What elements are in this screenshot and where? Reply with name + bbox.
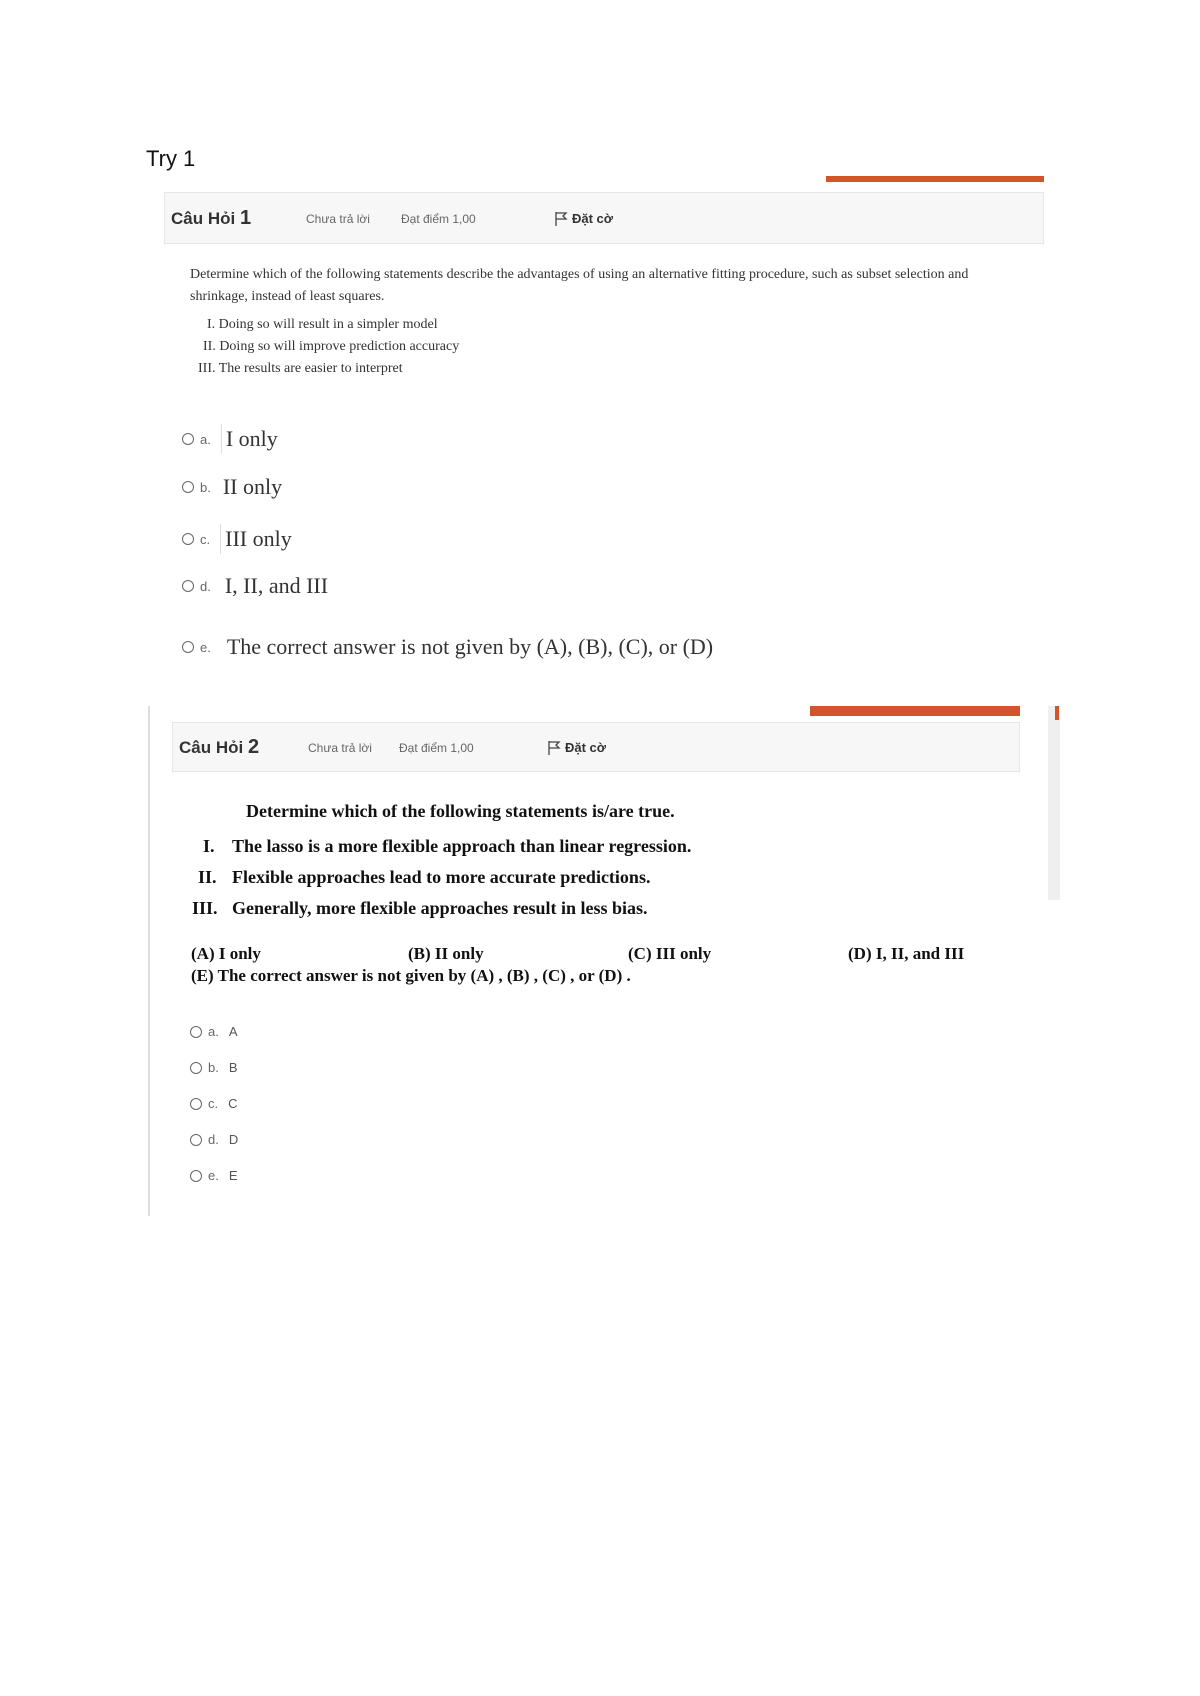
radio-button[interactable] <box>182 580 194 592</box>
q2-title <box>179 736 259 759</box>
q2-option-a[interactable] <box>190 1024 238 1039</box>
option-text: I, II, and III <box>224 573 329 598</box>
flag-icon <box>547 740 561 756</box>
option-text: B <box>228 1060 238 1075</box>
radio-button[interactable] <box>190 1098 202 1110</box>
radio-button[interactable] <box>190 1026 202 1038</box>
option-letter: b. <box>208 1060 219 1075</box>
q2-flag-label: Đặt cờ <box>565 740 607 755</box>
option-letter: e. <box>208 1168 219 1183</box>
q1-option-e[interactable] <box>182 634 713 660</box>
option-letter: b. <box>200 479 211 495</box>
q2-statement-text: Flexible approaches lead to more accurate predictions. <box>232 867 651 887</box>
q2-points: Đạt điểm 1,00 <box>399 741 474 755</box>
q1-flag-label: Đặt cờ <box>572 211 614 226</box>
q2-option-b[interactable] <box>190 1060 238 1075</box>
option-letter: c. <box>208 1096 219 1111</box>
q2-choice-c: (C) III only <box>628 944 712 963</box>
option-letter: e. <box>200 639 211 655</box>
q2-option-e[interactable] <box>190 1168 238 1183</box>
q2-statement-numeral: I. <box>203 836 215 856</box>
q2-accent-marker <box>1055 706 1059 720</box>
q1-status: Chưa trả lời <box>306 212 370 226</box>
q2-statement-numeral: III. <box>192 898 218 918</box>
option-letter: d. <box>208 1132 219 1147</box>
q2-accent-bar <box>810 706 1020 716</box>
q1-title-label: Câu Hỏi <box>171 209 236 228</box>
q1-statement: II. Doing so will improve prediction accuracy <box>203 339 460 354</box>
q1-option-d[interactable] <box>182 573 328 599</box>
q1-title <box>171 207 251 230</box>
q2-option-d[interactable] <box>190 1132 238 1147</box>
flag-icon <box>554 211 568 227</box>
option-text: D <box>228 1132 239 1147</box>
q2-flag-button[interactable] <box>547 740 606 756</box>
option-text: E <box>228 1168 238 1183</box>
q1-option-c[interactable] <box>182 524 292 554</box>
q2-question-text: Determine which of the following statements is/are true. <box>246 801 675 821</box>
q2-statement-text: Generally, more flexible approaches result in less bias. <box>232 898 648 918</box>
radio-button[interactable] <box>182 641 194 653</box>
q1-accent-bar <box>826 176 1044 182</box>
option-text: A <box>228 1024 238 1039</box>
q2-title-label: Câu Hỏi <box>179 738 244 757</box>
option-letter: c. <box>200 531 211 547</box>
radio-button[interactable] <box>190 1062 202 1074</box>
option-letter: a. <box>208 1024 219 1039</box>
option-letter: a. <box>200 431 211 447</box>
divider <box>221 424 222 454</box>
q2-header <box>172 722 1020 772</box>
q2-status: Chưa trả lời <box>308 741 372 755</box>
q1-header <box>164 192 1044 244</box>
q2-right-border <box>1048 706 1060 900</box>
radio-button[interactable] <box>182 433 194 445</box>
radio-button[interactable] <box>190 1170 202 1182</box>
q1-number: 1 <box>239 207 252 229</box>
q2-option-c[interactable] <box>190 1096 238 1111</box>
divider <box>220 524 221 554</box>
option-text: C <box>228 1096 238 1111</box>
q2-choice-d: (D) I, II, and III <box>848 944 965 963</box>
radio-button[interactable] <box>182 533 194 545</box>
option-letter: d. <box>200 578 211 594</box>
option-text: III only <box>225 526 292 551</box>
page-label: Try 1 <box>146 146 196 171</box>
q1-points: Đạt điểm 1,00 <box>401 212 476 226</box>
q2-choice-b: (B) II only <box>408 944 484 963</box>
q2-choice-a: (A) I only <box>191 944 261 963</box>
q2-number: 2 <box>247 736 260 758</box>
option-text: I only <box>225 426 278 451</box>
q1-option-a[interactable] <box>182 424 278 454</box>
radio-button[interactable] <box>182 481 194 493</box>
q2-left-border <box>148 706 150 1216</box>
q1-question-text: Determine which of the following statements describe the advantages of using an alternative fitting procedure, such as subset selection and shrinkage, instead of least squares. <box>190 267 969 304</box>
q1-option-b[interactable] <box>182 474 282 500</box>
q1-statement: III. The results are easier to interpret <box>198 361 403 376</box>
q2-statement-text: The lasso is a more flexible approach than linear regression. <box>232 836 692 856</box>
option-text: II only <box>222 474 283 499</box>
radio-button[interactable] <box>190 1134 202 1146</box>
q1-statement: I. Doing so will result in a simpler model <box>207 317 438 332</box>
option-text: The correct answer is not given by (A), (B), (C), or (D) <box>226 634 714 659</box>
q2-statement-numeral: II. <box>198 867 217 887</box>
q1-flag-button[interactable] <box>554 211 613 227</box>
q2-choice-e: (E) The correct answer is not given by (A) , (B) , (C) , or (D) . <box>191 966 631 985</box>
